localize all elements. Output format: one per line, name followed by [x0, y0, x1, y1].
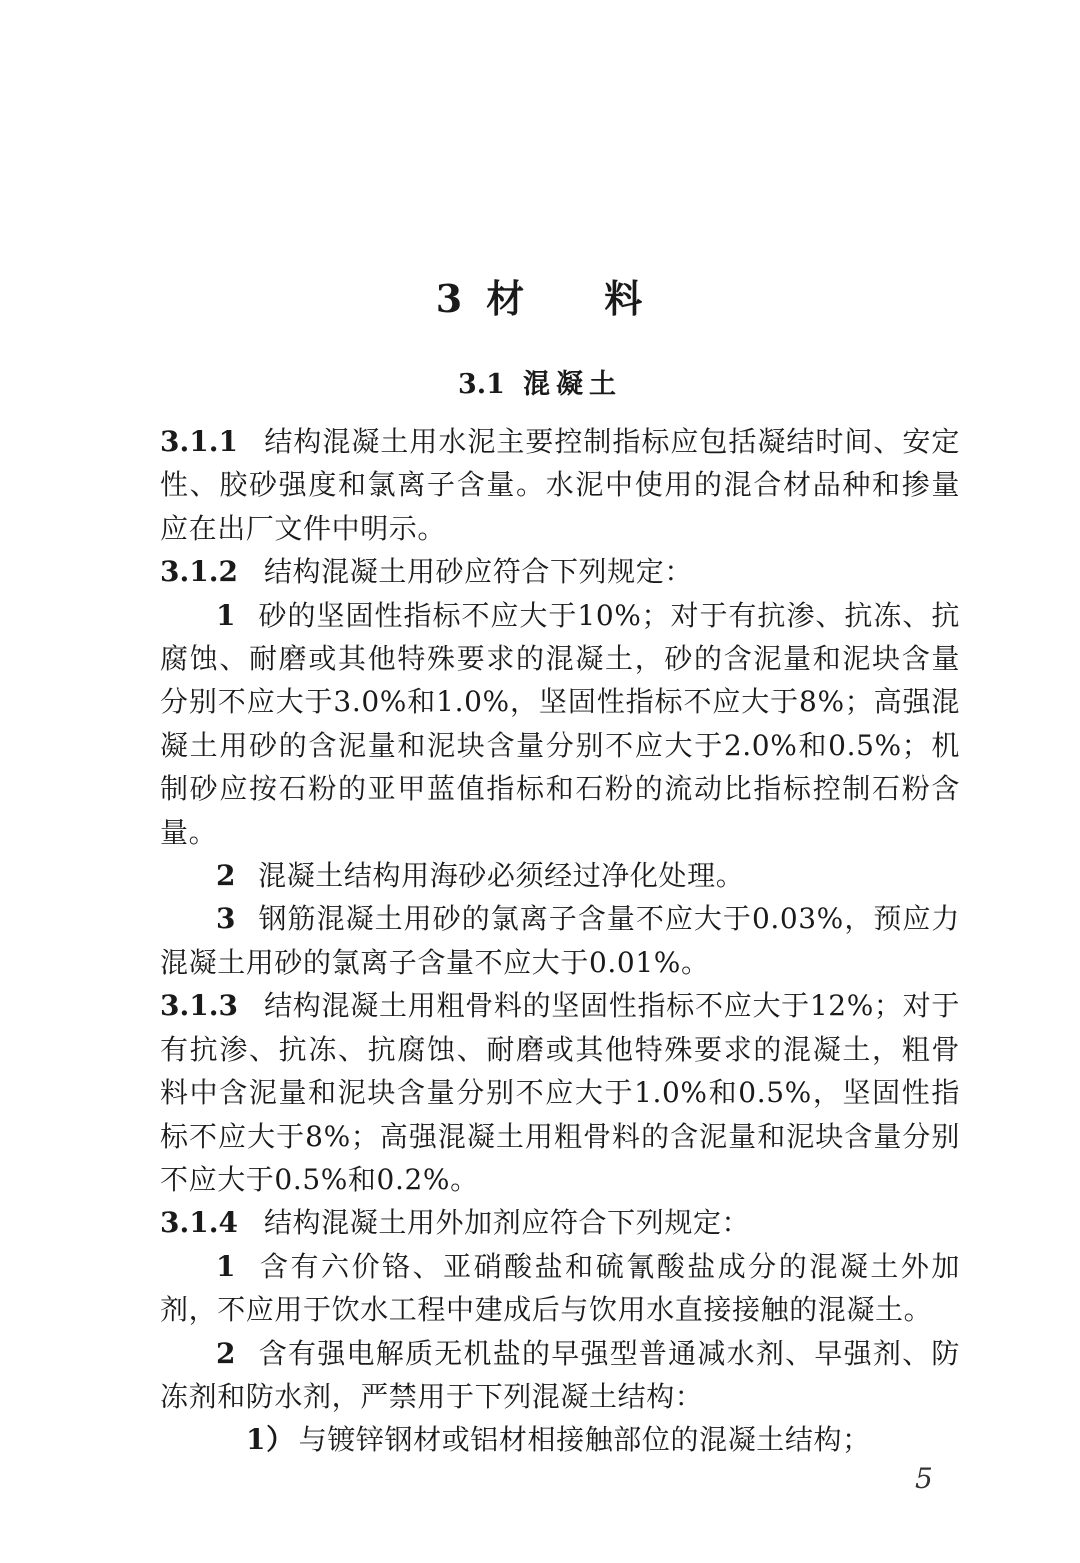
list-item	[160, 897, 960, 984]
clause-number: 3.1.1	[160, 425, 238, 458]
item-number: 2	[216, 1336, 237, 1370]
clause-number: 3.1.3	[160, 989, 238, 1023]
subitem-number: 1）	[246, 1423, 295, 1457]
list-item	[160, 1332, 960, 1419]
clause-number: 3.1.4	[160, 1206, 238, 1240]
sub-list-item	[160, 1418, 960, 1461]
clause	[160, 1201, 960, 1244]
clause	[160, 420, 960, 550]
list-item	[160, 594, 960, 854]
clause	[160, 984, 960, 1201]
item-text: 砂的坚固性指标不应大于10%；对于有抗渗、抗冻、抗腐蚀、耐磨或其他特殊要求的混凝土，砂的含泥量和泥块含量分别不应大于3.0%和1.0%，坚固性指标不应大于8%；高强混凝土用砂的含泥量和泥块含量分别不应大于2.0%和0.5%；机制砂应按石粉的亚甲蓝值指标和石粉的流动比指标控制石粉含量。	[160, 598, 960, 849]
list-item	[160, 854, 960, 897]
item-text: 混凝土结构用海砂必须经过净化处理。	[258, 859, 745, 893]
page-number: 5	[915, 1462, 933, 1495]
clause	[160, 550, 960, 593]
clause-text: 结构混凝土用水泥主要控制指标应包括凝结时间、安定性、胶砂强度和氯离子含量。水泥中使用的混合材品种和掺量应在出厂文件中明示。	[160, 425, 960, 545]
clause-text: 结构混凝土用砂应符合下列规定：	[263, 555, 693, 589]
section-name: 混凝土	[522, 369, 622, 400]
clause-number: 3.1.2	[160, 555, 238, 589]
item-text: 含有强电解质无机盐的早强型普通减水剂、早强剂、防冻剂和防水剂，严禁用于下列混凝土结构：	[160, 1336, 960, 1413]
chapter-title-part2: 料	[604, 276, 645, 321]
item-number: 3	[216, 902, 237, 936]
chapter-title	[0, 268, 1080, 323]
list-item	[160, 1245, 960, 1332]
item-number: 1	[216, 1249, 237, 1283]
item-text: 钢筋混凝土用砂的氯离子含量不应大于0.03%，预应力混凝土用砂的氯离子含量不应大于0.01%。	[160, 902, 960, 979]
chapter-number: 3	[435, 276, 465, 321]
item-number: 1	[216, 598, 237, 632]
item-number: 2	[216, 859, 237, 893]
chapter-title-part1: 材	[486, 276, 527, 321]
subitem-text: 与镀锌钢材或铝材相接触部位的混凝土结构；	[298, 1423, 871, 1457]
document-body	[160, 420, 960, 1462]
section-number: 3.1	[458, 369, 505, 400]
clause-text: 结构混凝土用粗骨料的坚固性指标不应大于12%；对于有抗渗、抗冻、抗腐蚀、耐磨或其他特殊要求的混凝土，粗骨料中含泥量和泥块含量分别不应大于1.0%和0.5%，坚固性指标不应大于8%；高强混凝土用粗骨料的含泥量和泥块含量分别不应大于0.5%和0.2%。	[160, 989, 960, 1196]
clause-text: 结构混凝土用外加剂应符合下列规定：	[263, 1206, 751, 1240]
item-text: 含有六价铬、亚硝酸盐和硫氰酸盐成分的混凝土外加剂，不应用于饮水工程中建成后与饮用水直接接触的混凝土。	[160, 1249, 960, 1327]
section-title	[0, 362, 1080, 401]
